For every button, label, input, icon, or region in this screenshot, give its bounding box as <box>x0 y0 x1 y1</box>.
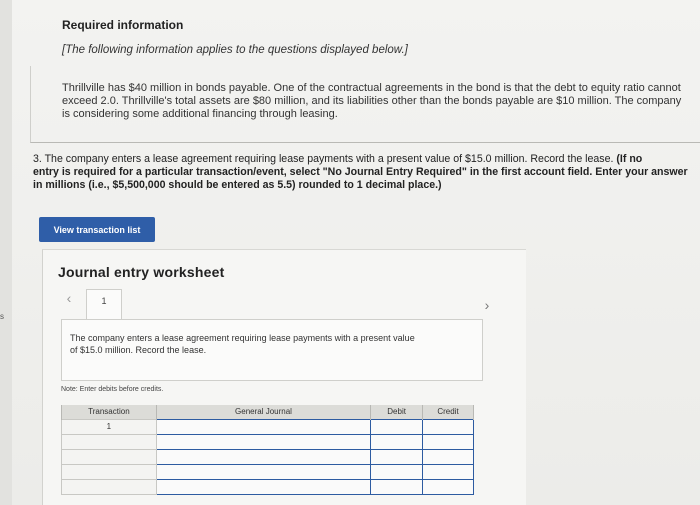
transaction-cell <box>62 434 157 449</box>
account-field[interactable] <box>156 464 370 479</box>
transaction-cell <box>62 479 157 494</box>
question-plain: 3. The company enters a lease agreement requiring lease payments with a present value of $15.0 million. Record the lease. <box>33 153 617 165</box>
table-row <box>62 434 474 449</box>
header-credit: Credit <box>423 405 474 419</box>
transaction-cell: 1 <box>62 419 157 434</box>
journal-table <box>61 405 474 495</box>
question-instructions-start: (If no <box>616 153 643 165</box>
view-transaction-list-button[interactable]: View transaction list <box>39 217 155 242</box>
table-row <box>62 419 474 434</box>
question-line-2: entry is required for a particular transaction/event, select "No Journal Entry Required" in the first account field. Enter your answer <box>33 166 688 178</box>
next-arrow-icon[interactable]: › <box>484 297 490 313</box>
worksheet-title: Journal entry worksheet <box>58 264 225 280</box>
debit-field[interactable] <box>371 449 423 464</box>
debit-field[interactable] <box>371 464 423 479</box>
account-field[interactable] <box>156 419 370 434</box>
debit-field[interactable] <box>371 434 423 449</box>
credit-field[interactable] <box>423 464 474 479</box>
left-panel-edge <box>0 0 12 505</box>
journal-header-row <box>62 405 474 419</box>
transaction-cell <box>62 464 157 479</box>
table-row <box>62 464 474 479</box>
debits-credits-note: Note: Enter debits before credits. <box>61 386 164 393</box>
transaction-cell <box>62 449 157 464</box>
credit-field[interactable] <box>423 419 474 434</box>
credit-field[interactable] <box>423 434 474 449</box>
scenario-text: Thrillville has $40 million in bonds payable. One of the contractual agreements in the bond is that the debt to equity ratio cannot exceed 2.0. Thrillville's total assets are $80 million, and its liabilities other than the bonds payable are $10 million. The company is considering some additional financing through leasing. <box>62 82 682 120</box>
debit-field[interactable] <box>371 479 423 494</box>
table-row <box>62 479 474 494</box>
credit-field[interactable] <box>423 479 474 494</box>
question-3 <box>33 153 700 192</box>
table-row <box>62 449 474 464</box>
required-information-title: Required information <box>62 18 184 32</box>
header-transaction: Transaction <box>62 405 157 419</box>
transaction-description: The company enters a lease agreement requiring lease payments with a present value of $15.0 million. Record the lease. <box>70 333 415 355</box>
account-field[interactable] <box>156 449 370 464</box>
debit-field[interactable] <box>371 419 423 434</box>
left-edge-text: s <box>0 312 4 321</box>
account-field[interactable] <box>156 434 370 449</box>
account-field[interactable] <box>156 479 370 494</box>
prev-arrow-icon[interactable]: ‹ <box>66 290 72 306</box>
question-line-1 <box>33 153 700 166</box>
credit-field[interactable] <box>423 449 474 464</box>
required-information-subtitle: [The following information applies to the questions displayed below.] <box>62 44 408 56</box>
worksheet-tab-1[interactable]: 1 <box>86 289 122 319</box>
header-general-journal: General Journal <box>156 405 370 419</box>
question-line-3: in millions (i.e., $5,500,000 should be entered as 5.5) rounded to 1 decimal place.) <box>33 179 442 191</box>
header-debit: Debit <box>371 405 423 419</box>
